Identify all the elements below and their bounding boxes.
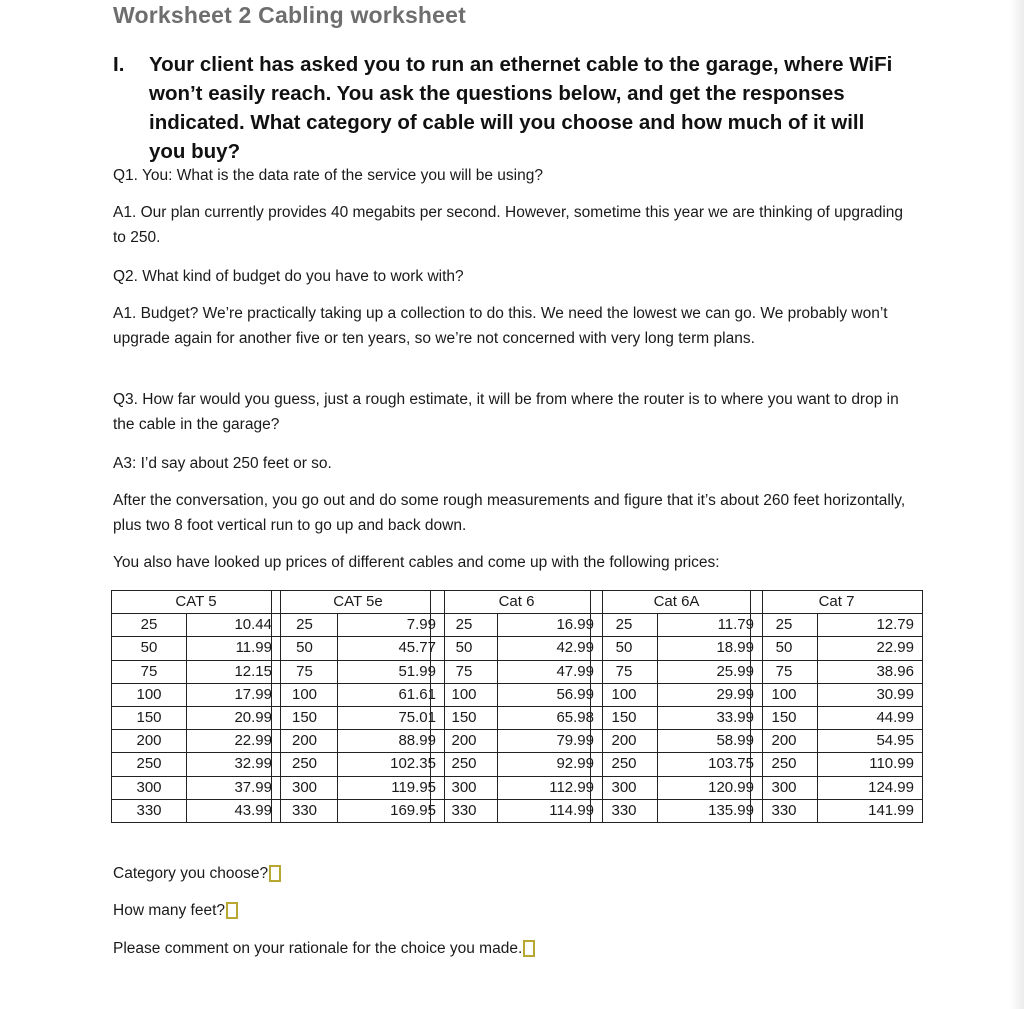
length-cell: 25 — [112, 614, 187, 637]
table-row — [112, 776, 281, 799]
table-header-row — [751, 591, 923, 614]
question-heading — [113, 50, 903, 166]
price-cell: 12.15 — [187, 660, 281, 683]
table-row — [431, 614, 603, 637]
price-cell: 54.95 — [818, 730, 923, 753]
price-cell: 17.99 — [187, 683, 281, 706]
category-field — [113, 863, 281, 885]
table-row — [112, 660, 281, 683]
q1-text: Q1. You: What is the data rate of the service you will be using? — [113, 167, 543, 184]
table-row — [272, 660, 445, 683]
table-row — [431, 706, 603, 729]
price-cell: 103.75 — [658, 753, 763, 776]
price-cell: 65.98 — [498, 706, 603, 729]
price-cell: 102.35 — [338, 753, 445, 776]
table-row — [431, 637, 603, 660]
price-cell: 18.99 — [658, 637, 763, 660]
feet-field — [113, 900, 238, 922]
length-cell: 75 — [751, 660, 818, 683]
feet-answer-box[interactable] — [226, 902, 238, 919]
table-row — [751, 753, 923, 776]
table-row — [751, 614, 923, 637]
length-cell: 75 — [431, 660, 498, 683]
table-row — [272, 637, 445, 660]
price-cell: 29.99 — [658, 683, 763, 706]
price-cell: 124.99 — [818, 776, 923, 799]
table-row — [272, 730, 445, 753]
price-cell: 58.99 — [658, 730, 763, 753]
table-row — [272, 683, 445, 706]
table-row — [431, 730, 603, 753]
table-row — [112, 614, 281, 637]
price-cell: 112.99 — [498, 776, 603, 799]
length-cell: 250 — [431, 753, 498, 776]
length-cell: 250 — [272, 753, 338, 776]
page-title: Worksheet 2 Cabling worksheet — [113, 2, 467, 28]
price-cell: 75.01 — [338, 706, 445, 729]
q3-text: Q3. How far would you guess, just a rough estimate, it will be from where the router is to where you want to drop in the cable in the garage? — [113, 391, 899, 433]
table-row — [272, 753, 445, 776]
length-cell: 330 — [112, 799, 187, 822]
price-cell: 114.99 — [498, 799, 603, 822]
rationale-label: Please comment on your rationale for the choice you made. — [113, 940, 523, 957]
table-row — [751, 799, 923, 822]
price-cell: 79.99 — [498, 730, 603, 753]
length-cell: 300 — [112, 776, 187, 799]
length-cell: 330 — [591, 799, 658, 822]
table-row — [591, 706, 763, 729]
length-cell: 200 — [272, 730, 338, 753]
length-cell: 300 — [431, 776, 498, 799]
price-cell: 110.99 — [818, 753, 923, 776]
price-cell: 22.99 — [818, 637, 923, 660]
price-cell: 120.99 — [658, 776, 763, 799]
table-row — [751, 776, 923, 799]
table-row — [751, 637, 923, 660]
length-cell: 25 — [272, 614, 338, 637]
length-cell: 300 — [272, 776, 338, 799]
length-cell: 100 — [272, 683, 338, 706]
length-cell: 150 — [272, 706, 338, 729]
length-cell: 50 — [431, 637, 498, 660]
price-table-cat5 — [111, 590, 281, 823]
table-header: Cat 6A — [591, 591, 763, 614]
table-row — [751, 730, 923, 753]
table-row — [431, 683, 603, 706]
length-cell: 330 — [431, 799, 498, 822]
length-cell: 150 — [751, 706, 818, 729]
rationale-field — [113, 938, 535, 960]
price-cell: 37.99 — [187, 776, 281, 799]
table-row — [591, 776, 763, 799]
length-cell: 50 — [272, 637, 338, 660]
table-row — [751, 706, 923, 729]
length-cell: 200 — [591, 730, 658, 753]
length-cell: 250 — [112, 753, 187, 776]
page-edge-shadow — [1010, 0, 1024, 1009]
price-cell: 51.99 — [338, 660, 445, 683]
feet-label: How many feet? — [113, 902, 225, 919]
table-row — [751, 660, 923, 683]
length-cell: 25 — [751, 614, 818, 637]
after-text: After the conversation, you go out and do some rough measurements and figure that it’s about 260 feet horizontally, plus two 8 foot vertical run to go up and back down. — [113, 492, 906, 534]
table-row — [272, 776, 445, 799]
length-cell: 330 — [751, 799, 818, 822]
table-row — [431, 799, 603, 822]
table-row — [591, 683, 763, 706]
table-row — [591, 730, 763, 753]
price-cell: 33.99 — [658, 706, 763, 729]
length-cell: 75 — [272, 660, 338, 683]
price-cell: 12.79 — [818, 614, 923, 637]
price-cell: 169.95 — [338, 799, 445, 822]
price-cell: 11.99 — [187, 637, 281, 660]
length-cell: 300 — [591, 776, 658, 799]
length-cell: 25 — [431, 614, 498, 637]
table-header: Cat 7 — [751, 591, 923, 614]
table-header: CAT 5e — [272, 591, 445, 614]
table-row — [112, 706, 281, 729]
prices-intro: You also have looked up prices of different cables and come up with the following prices: — [113, 554, 720, 571]
a3-text: A3: I’d say about 250 feet or so. — [113, 455, 332, 472]
length-cell: 300 — [751, 776, 818, 799]
length-cell: 200 — [112, 730, 187, 753]
price-cell: 45.77 — [338, 637, 445, 660]
length-cell: 150 — [591, 706, 658, 729]
length-cell: 25 — [591, 614, 658, 637]
length-cell: 150 — [431, 706, 498, 729]
table-row — [112, 637, 281, 660]
length-cell: 100 — [751, 683, 818, 706]
table-row — [431, 660, 603, 683]
table-header-row — [272, 591, 445, 614]
price-cell: 135.99 — [658, 799, 763, 822]
price-cell: 56.99 — [498, 683, 603, 706]
a2-text: A1. Budget? We’re practically taking up a collection to do this. We need the lowest we can go. We probably won’t upgrade again for another five or ten years, so we’re not concerned with very long term plans. — [113, 305, 888, 347]
price-cell: 61.61 — [338, 683, 445, 706]
table-row — [591, 660, 763, 683]
a1-text: A1. Our plan currently provides 40 megabits per second. However, sometime this year we are thinking of upgrading to 250. — [113, 204, 904, 246]
length-cell: 250 — [751, 753, 818, 776]
price-cell: 38.96 — [818, 660, 923, 683]
length-cell: 50 — [112, 637, 187, 660]
length-cell: 100 — [591, 683, 658, 706]
price-cell: 141.99 — [818, 799, 923, 822]
table-row — [431, 776, 603, 799]
question-number: I. — [113, 53, 125, 76]
table-row — [112, 799, 281, 822]
table-row — [272, 706, 445, 729]
length-cell: 50 — [591, 637, 658, 660]
table-row — [591, 799, 763, 822]
price-cell: 42.99 — [498, 637, 603, 660]
price-cell: 119.95 — [338, 776, 445, 799]
table-row — [272, 614, 445, 637]
table-row — [272, 799, 445, 822]
length-cell: 100 — [431, 683, 498, 706]
length-cell: 50 — [751, 637, 818, 660]
price-table-cat7 — [750, 590, 923, 823]
price-cell: 44.99 — [818, 706, 923, 729]
table-header-row — [591, 591, 763, 614]
rationale-answer-box[interactable] — [523, 940, 535, 957]
length-cell: 75 — [112, 660, 187, 683]
price-cell: 43.99 — [187, 799, 281, 822]
price-cell: 22.99 — [187, 730, 281, 753]
table-row — [591, 753, 763, 776]
table-row — [112, 683, 281, 706]
price-cell: 11.79 — [658, 614, 763, 637]
price-cell: 20.99 — [187, 706, 281, 729]
price-cell: 47.99 — [498, 660, 603, 683]
price-table-cat5e — [271, 590, 445, 823]
length-cell: 150 — [112, 706, 187, 729]
table-row — [591, 637, 763, 660]
price-cell: 25.99 — [658, 660, 763, 683]
price-cell: 92.99 — [498, 753, 603, 776]
length-cell: 250 — [591, 753, 658, 776]
question-text: Your client has asked you to run an ethernet cable to the garage, where WiFi won’t easily reach. You ask the questions below, and get the responses indicated. What category of cable will you choose and how much of it will you buy? — [149, 53, 893, 163]
length-cell: 100 — [112, 683, 187, 706]
length-cell: 75 — [591, 660, 658, 683]
price-cell: 32.99 — [187, 753, 281, 776]
length-cell: 200 — [751, 730, 818, 753]
category-label: Category you choose? — [113, 865, 269, 882]
price-table-cat6a — [590, 590, 763, 823]
price-cell: 30.99 — [818, 683, 923, 706]
length-cell: 330 — [272, 799, 338, 822]
table-row — [431, 753, 603, 776]
table-row — [112, 730, 281, 753]
q2-text: Q2. What kind of budget do you have to work with? — [113, 268, 464, 285]
price-table-cat6 — [430, 590, 603, 823]
table-header-row — [112, 591, 281, 614]
length-cell: 200 — [431, 730, 498, 753]
category-answer-box[interactable] — [269, 865, 281, 882]
table-header: Cat 6 — [431, 591, 603, 614]
price-cell: 88.99 — [338, 730, 445, 753]
table-header-row — [431, 591, 603, 614]
price-cell: 16.99 — [498, 614, 603, 637]
table-header: CAT 5 — [112, 591, 281, 614]
price-cell: 7.99 — [338, 614, 445, 637]
table-row — [112, 753, 281, 776]
table-row — [751, 683, 923, 706]
price-cell: 10.44 — [187, 614, 281, 637]
table-row — [591, 614, 763, 637]
